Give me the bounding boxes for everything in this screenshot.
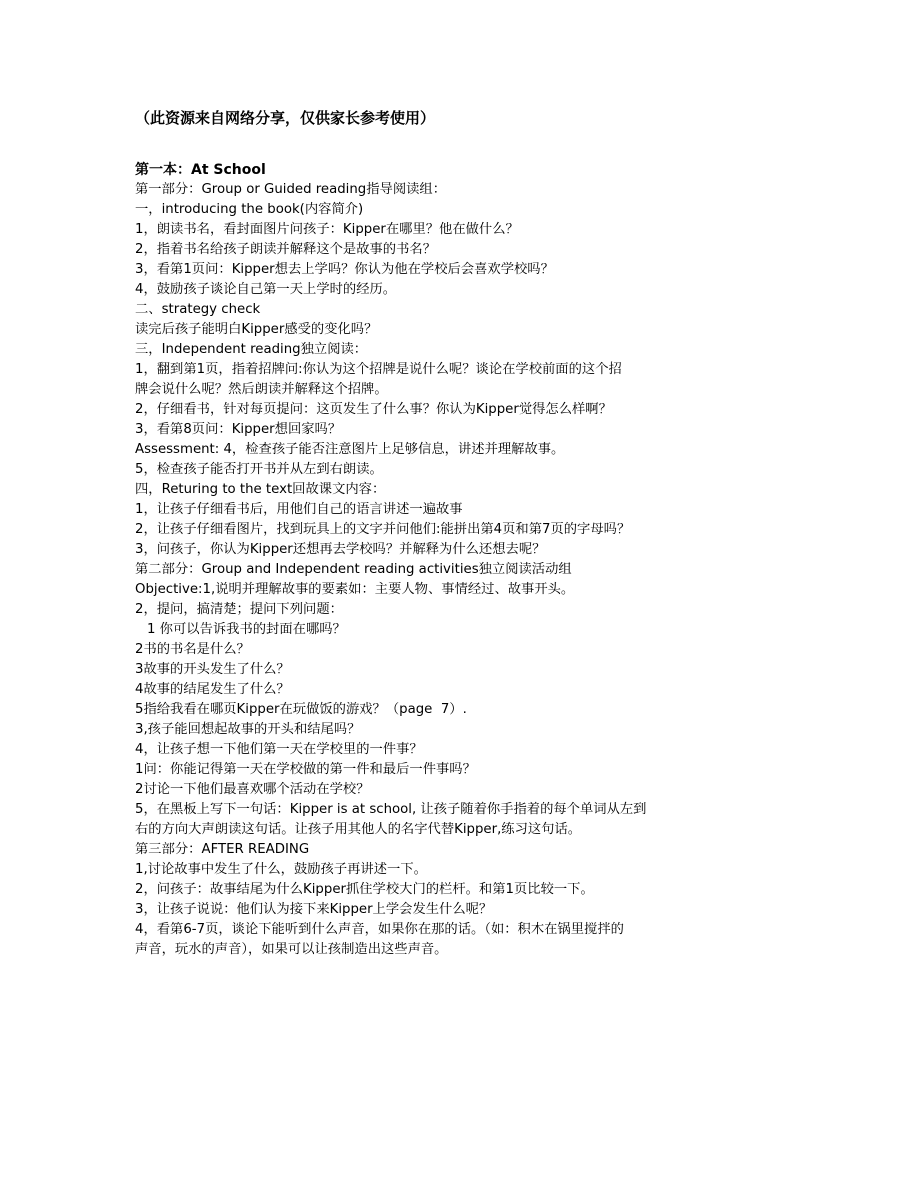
text-line: 4，看第6-7页，谈论下能听到什么声音，如果你在那的话。（如：积木在锅里搅拌的 — [135, 922, 624, 937]
text-line: 2，让孩子仔细看图片，找到玩具上的文字并问他们:能拼出第4页和第7页的字母吗？ — [135, 522, 631, 537]
text-line: 1，翻到第1页，指着招牌问:你认为这个招牌是说什么呢？谈论在学校前面的这个招 — [135, 362, 622, 377]
text-line: Assessment: 4，检查孩子能否注意图片上足够信息，讲述并理解故事。 — [135, 442, 565, 457]
text-line: 二、strategy check — [135, 302, 261, 317]
document-body — [135, 108, 795, 960]
book-title: 第一本：At School — [135, 162, 266, 178]
text-line: 4故事的结尾发生了什么？ — [135, 682, 290, 697]
text-line: 2书的书名是什么？ — [135, 642, 250, 657]
text-line: 第三部分：AFTER READING — [135, 842, 310, 857]
text-line: 牌会说什么呢？然后朗读并解释这个招牌。 — [135, 382, 388, 397]
text-line: 三，Independent reading独立阅读： — [135, 342, 368, 357]
text-line: 2，仔细看书，针对每页提问：这页发生了什么事？你认为Kipper觉得怎么样啊？ — [135, 402, 612, 417]
text-line: 5指给我看在哪页Kipper在玩做饭的游戏？（page 7）. — [135, 702, 467, 717]
text-line: 5，在黑板上写下一句话：Kipper is at school, 让孩子随着你手指着的每个单词从左到 — [135, 802, 647, 817]
text-line: 1，朗读书名，看封面图片问孩子：Kipper在哪里？他在做什么？ — [135, 222, 519, 237]
text-line: 2，指着书名给孩子朗读并解释这个是故事的书名？ — [135, 242, 436, 257]
text-line: 1问：你能记得第一天在学校做的第一件和最后一件事吗？ — [135, 762, 476, 777]
text-line: 3故事的开头发生了什么？ — [135, 662, 290, 677]
text-line: 1 你可以告诉我书的封面在哪吗？ — [147, 622, 346, 637]
text-line: 4，让孩子想一下他们第一天在学校里的一件事？ — [135, 742, 423, 757]
source-notice: （此资源来自网络分享，仅供家长参考使用） — [135, 109, 436, 127]
text-line: 四，Returing to the text回故课文内容： — [135, 482, 386, 497]
text-line: 3，问孩子，你认为Kipper还想再去学校吗？并解释为什么还想去呢？ — [135, 542, 546, 557]
text-line: 2，提问，搞清楚；提问下列问题： — [135, 602, 343, 617]
text-line: 1,讨论故事中发生了什么，鼓励孩子再讲述一下。 — [135, 862, 427, 877]
text-line: 2讨论一下他们最喜欢哪个活动在学校？ — [135, 782, 370, 797]
text-line: Objective:1,说明并理解故事的要素如：主要人物、事情经过、故事开头。 — [135, 582, 575, 597]
text-line: 5，检查孩子能否打开书并从左到右朗读。 — [135, 462, 383, 477]
text-line: 2，问孩子：故事结尾为什么Kipper抓住学校大门的栏杆。和第1页比较一下。 — [135, 882, 594, 897]
text-line: 第二部分：Group and Independent reading activities独立阅读活动组 — [135, 562, 572, 577]
text-line: 声音，玩水的声音），如果可以让孩制造出这些声音。 — [135, 942, 448, 957]
text-line: 第一部分：Group or Guided reading指导阅读组： — [135, 182, 447, 197]
text-line: 4，鼓励孩子谈论自己第一天上学时的经历。 — [135, 282, 397, 297]
text-line: 1，让孩子仔细看书后，用他们自己的语言讲述一遍故事 — [135, 502, 463, 517]
text-line: 一，introducing the book(内容简介) — [135, 202, 364, 217]
text-line: 右的方向大声朗读这句话。让孩子用其他人的名字代替Kipper,练习这句话。 — [135, 822, 582, 837]
text-line: 3，让孩子说说：他们认为接下来Kipper上学会发生什么呢？ — [135, 902, 493, 917]
text-line: 3,孩子能回想起故事的开头和结尾吗？ — [135, 722, 361, 737]
text-line: 读完后孩子能明白Kipper感受的变化吗？ — [135, 322, 378, 337]
text-line: 3，看第1页问：Kipper想去上学吗？你认为他在学校后会喜欢学校吗？ — [135, 262, 554, 277]
text-line: 3，看第8页问：Kipper想回家吗？ — [135, 422, 342, 437]
